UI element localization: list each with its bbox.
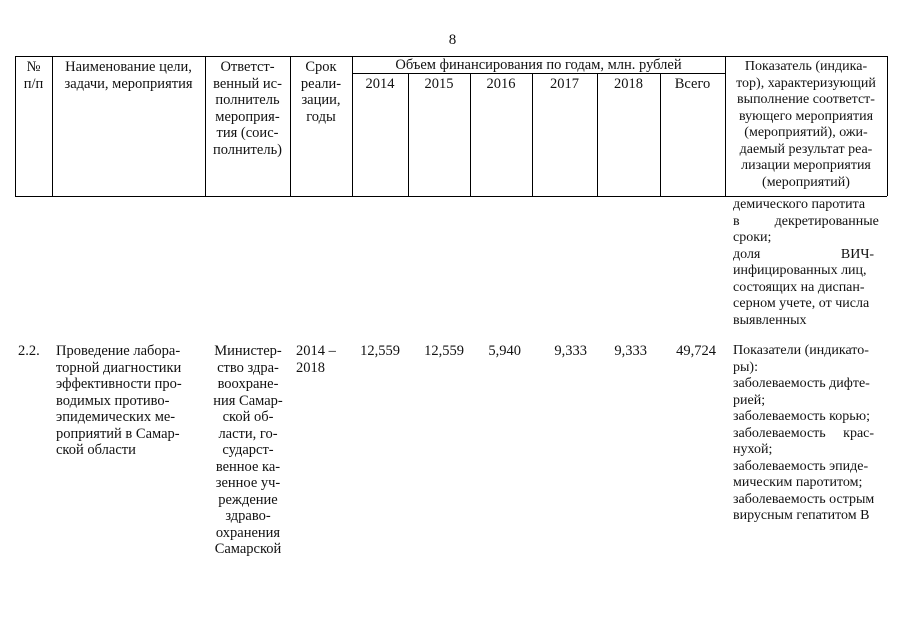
header-year-2017: 2017 [550, 76, 579, 92]
header-col-term: Срок реали- зации, годы [300, 59, 342, 125]
row-value-2015: 12,559 [424, 343, 464, 359]
row-value-total: 49,724 [676, 343, 716, 359]
row-value-2014: 12,559 [360, 343, 400, 359]
header-col-responsible: Ответст- венный ис- полнитель мероприя- тия (соис- полнитель) [212, 59, 283, 158]
row-term: 2014 – 2018 [296, 343, 336, 376]
header-year-2014: 2014 [365, 76, 395, 92]
header-col-name: Наименование цели, задачи, мероприятия [64, 59, 193, 92]
header-col-financing: Объем финансирования по годам, млн. рублей [395, 57, 682, 73]
header-col-indicator: Показатель (индика- тор), характеризующий выполнение соответст- вующего мероприятия (мероприятий), ожи- даемый результат реа- лизации мероприятия (мероприятий) [736, 59, 876, 190]
row-name: Проведение лабора- торной диагностики эффективности про- водимых противо- эпидемических ме- роприятий в Самар- ской области [56, 343, 182, 458]
row-indicators: Показатели (индикато- ры): заболеваемость дифте- рией; заболеваемость корью; заболеваемость крас- нухой; заболеваемость эпиде- мическим паротитом; заболеваемость острым вирусным гепатитом В [733, 343, 875, 523]
header-year-2018: 2018 [614, 76, 643, 92]
row-value-2017: 9,333 [554, 343, 587, 359]
header-col-number: № п/п [23, 59, 44, 92]
header-year-2016: 2016 [486, 76, 516, 92]
row-number: 2.2. [18, 343, 40, 359]
indicator-continuation-text: демического паротита в декретированные сроки; доля ВИЧ- инфицированных лиц, состоящих на диспан- серном учете, от числа выявленных [733, 197, 879, 328]
row-value-2016: 5,940 [488, 343, 521, 359]
header-total: Всего [674, 76, 711, 92]
page-number: 8 [448, 32, 457, 48]
row-value-2018: 9,333 [614, 343, 647, 359]
header-year-2015: 2015 [424, 76, 454, 92]
row-responsible: Министер- ство здра- воохране- ния Самар- ской об- ласти, го- сударст- венное ка- зенное уч- реждение здраво- охранения Самарской [213, 343, 283, 557]
